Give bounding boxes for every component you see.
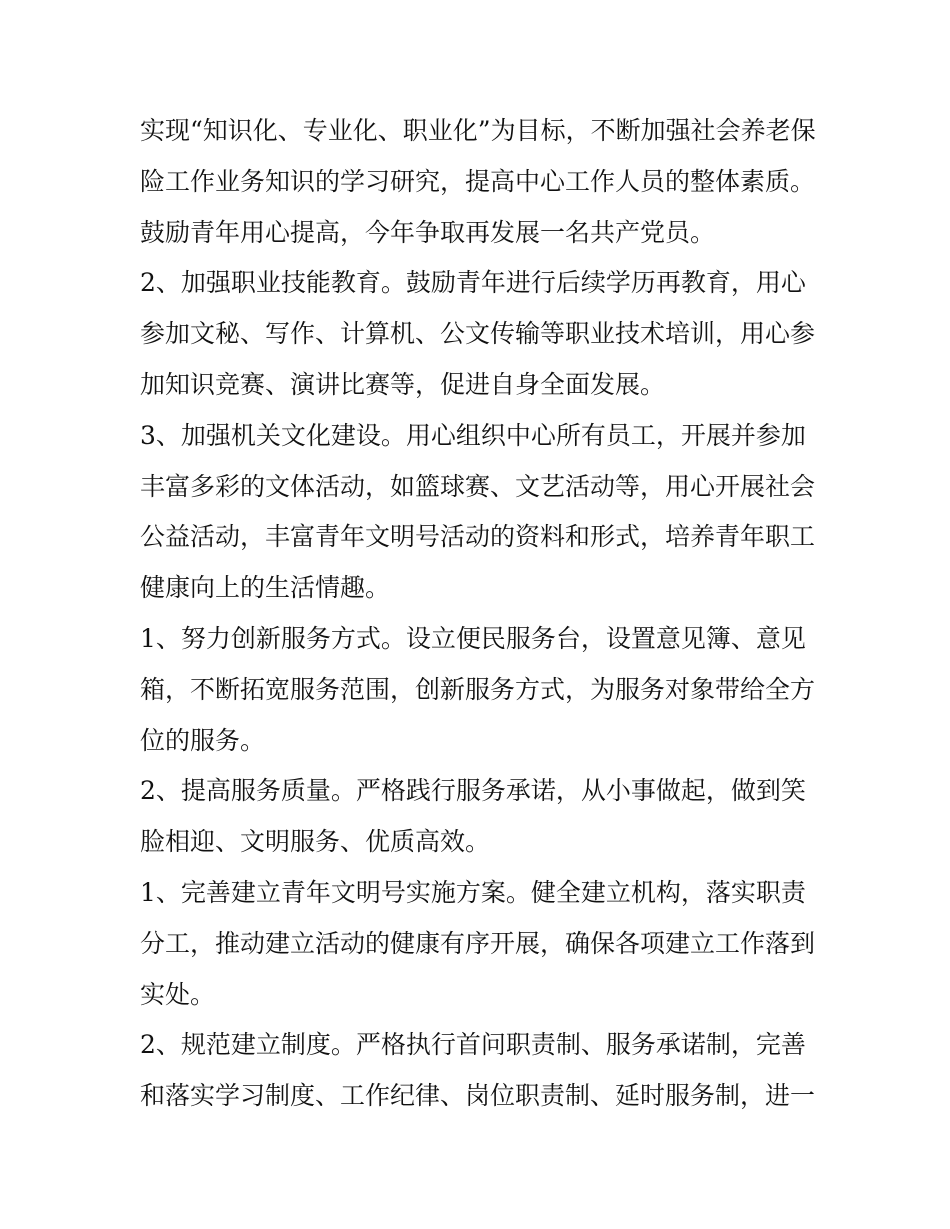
text-line: 实现“知识化、专业化、职业化”为目标，不断加强社会养老保 [140,116,816,145]
text-line: 健康向上的生活情趣。 [140,573,391,603]
text-line: 实处。 [140,979,216,1009]
text-line: 2、加强职业技能教育。鼓励青年进行后续学历再教育，用心 [140,268,806,298]
text-line: 箱，不断拓宽服务范围，创新服务方式，为服务对象带给全方 [140,674,816,704]
text-line: 参加文秘、写作、计算机、公文传输等职业技术培训，用心参 [140,319,816,349]
text-line: 1、努力创新服务方式。设立便民服务台，设置意见簿、意见 [140,623,806,653]
text-line: 丰富多彩的文体活动，如篮球赛、文艺活动等，用心开展社会 [140,471,816,501]
text-line: 3、加强机关文化建设。用心组织中心所有员工，开展并参加 [140,420,806,450]
text-line: 位的服务。 [140,725,266,755]
text-line: 鼓励青年用心提高，今年争取再发展一名共产党员。 [140,217,716,247]
text-line: 1、完善建立青年文明号实施方案。健全建立机构，落实职责 [140,877,806,907]
text-line: 2、提高服务质量。严格践行服务承诺，从小事做起，做到笑 [140,776,806,806]
text-line: 险工作业务知识的学习研究，提高中心工作人员的整体素质。 [140,166,816,196]
text-line: 和落实学习制度、工作纪律、岗位职责制、延时服务制，进一 [140,1081,816,1111]
document-body [140,106,820,1122]
text-line: 公益活动，丰富青年文明号活动的资料和形式，培养青年职工 [140,522,816,552]
text-line: 2、规范建立制度。严格执行首问职责制、服务承诺制，完善 [140,1030,806,1060]
text-line: 分工，推动建立活动的健康有序开展，确保各项建立工作落到 [140,928,816,958]
text-line: 加知识竞赛、演讲比赛等，促进自身全面发展。 [140,369,666,399]
text-line: 脸相迎、文明服务、优质高效。 [140,827,491,857]
